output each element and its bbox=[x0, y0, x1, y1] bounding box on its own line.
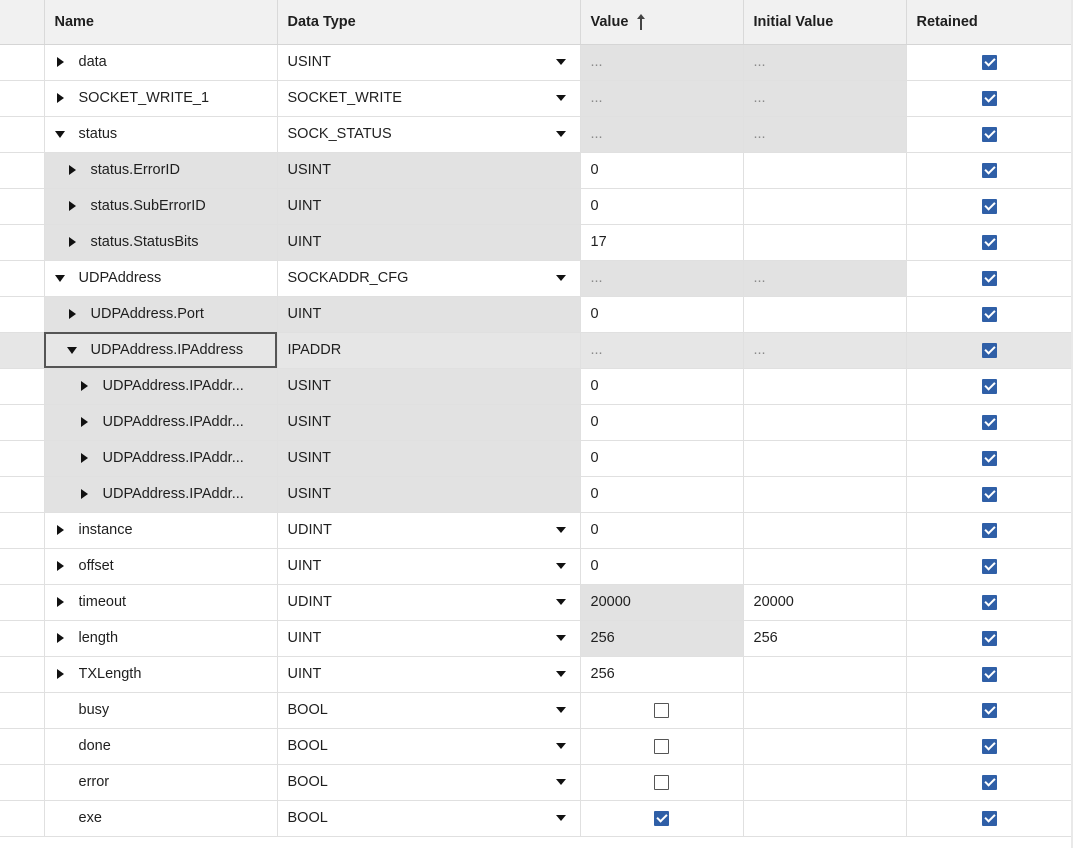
data-type-value: UINT bbox=[287, 198, 322, 214]
retained-cell bbox=[906, 548, 1073, 584]
initial-value-text: ... bbox=[753, 54, 766, 70]
expand-arrow-icon[interactable] bbox=[67, 237, 77, 247]
expand-arrow-icon[interactable] bbox=[55, 93, 65, 103]
retained-checkbox[interactable] bbox=[982, 379, 997, 394]
row-selector[interactable] bbox=[0, 656, 44, 692]
value-text: ... bbox=[590, 270, 603, 286]
row-selector[interactable] bbox=[0, 332, 44, 368]
initial-value-cell[interactable] bbox=[743, 692, 906, 728]
expand-arrow-icon[interactable] bbox=[67, 201, 77, 211]
initial-value-cell[interactable] bbox=[743, 260, 906, 296]
retained-checkbox[interactable] bbox=[982, 199, 997, 214]
value-cell[interactable] bbox=[580, 656, 743, 692]
table-row[interactable] bbox=[0, 224, 1073, 260]
table-row[interactable] bbox=[0, 188, 1073, 224]
name-cell bbox=[44, 548, 277, 584]
initial-value-cell[interactable] bbox=[743, 152, 906, 188]
data-type-value: USINT bbox=[287, 450, 331, 466]
variable-name[interactable]: SOCKET_WRITE_1 bbox=[78, 90, 210, 106]
variable-name: UDPAddress.IPAddr... bbox=[102, 414, 244, 430]
initial-value-text[interactable]: 20000 bbox=[753, 594, 794, 610]
row-selector[interactable] bbox=[0, 368, 44, 404]
expand-arrow-icon[interactable] bbox=[79, 381, 89, 391]
value-text[interactable]: 0 bbox=[590, 198, 599, 214]
column-header-value-label: Value bbox=[590, 13, 629, 30]
data-type-value: UDINT bbox=[287, 522, 332, 538]
retained-cell bbox=[906, 584, 1073, 620]
data-type-value: BOOL bbox=[287, 738, 328, 754]
table-row[interactable] bbox=[0, 512, 1073, 548]
value-cell[interactable] bbox=[580, 80, 743, 116]
data-type-cell[interactable] bbox=[277, 116, 580, 152]
initial-value-cell[interactable] bbox=[743, 80, 906, 116]
retained-cell bbox=[906, 620, 1073, 656]
table-row[interactable] bbox=[0, 404, 1073, 440]
row-selector[interactable] bbox=[0, 584, 44, 620]
retained-cell bbox=[906, 692, 1073, 728]
retained-cell bbox=[906, 440, 1073, 476]
variable-name[interactable]: done bbox=[78, 738, 111, 754]
dropdown-caret-icon[interactable] bbox=[556, 59, 566, 65]
name-cell bbox=[44, 584, 277, 620]
row-selector[interactable] bbox=[0, 764, 44, 800]
initial-value-text: ... bbox=[753, 90, 766, 106]
retained-checkbox[interactable] bbox=[982, 271, 997, 286]
value-cell[interactable] bbox=[580, 548, 743, 584]
data-type-value: SOCK_STATUS bbox=[287, 126, 392, 142]
expand-arrow-icon[interactable] bbox=[79, 417, 89, 427]
retained-checkbox[interactable] bbox=[982, 739, 997, 754]
table-row[interactable] bbox=[0, 260, 1073, 296]
variable-name[interactable]: busy bbox=[78, 702, 110, 718]
data-type-cell[interactable] bbox=[277, 44, 580, 80]
variable-name[interactable]: instance bbox=[78, 522, 133, 538]
value-text: ... bbox=[590, 126, 603, 142]
expand-arrow-icon[interactable] bbox=[55, 525, 65, 535]
initial-value-text: ... bbox=[753, 270, 766, 286]
row-selector[interactable] bbox=[0, 260, 44, 296]
dropdown-caret-icon[interactable] bbox=[556, 563, 566, 569]
table-row[interactable] bbox=[0, 728, 1073, 764]
retained-cell bbox=[906, 116, 1073, 152]
retained-checkbox[interactable] bbox=[982, 163, 997, 178]
data-type-cell[interactable] bbox=[277, 80, 580, 116]
row-selector[interactable] bbox=[0, 440, 44, 476]
table-row[interactable] bbox=[0, 368, 1073, 404]
dropdown-caret-icon[interactable] bbox=[556, 779, 566, 785]
table-row[interactable] bbox=[0, 800, 1073, 836]
initial-value-cell[interactable] bbox=[743, 728, 906, 764]
value-text: ... bbox=[590, 90, 603, 106]
retained-cell bbox=[906, 764, 1073, 800]
variable-name: UDPAddress.IPAddr... bbox=[102, 378, 244, 394]
data-type-value: USINT bbox=[287, 54, 331, 70]
initial-value-cell[interactable] bbox=[743, 224, 906, 260]
table-row[interactable] bbox=[0, 80, 1073, 116]
variable-name[interactable]: TXLength bbox=[78, 666, 142, 682]
dropdown-caret-icon[interactable] bbox=[556, 527, 566, 533]
dropdown-caret-icon[interactable] bbox=[556, 599, 566, 605]
variable-name[interactable]: UDPAddress.IPAddress bbox=[90, 342, 244, 358]
initial-value-cell[interactable] bbox=[743, 368, 906, 404]
data-type-cell[interactable] bbox=[277, 692, 580, 728]
data-type-value: BOOL bbox=[287, 774, 328, 790]
name-cell bbox=[44, 620, 277, 656]
table-row[interactable] bbox=[0, 620, 1073, 656]
row-selector[interactable] bbox=[0, 296, 44, 332]
retained-checkbox[interactable] bbox=[982, 307, 997, 322]
initial-value-cell[interactable] bbox=[743, 548, 906, 584]
variable-name: UDPAddress.IPAddr... bbox=[102, 486, 244, 502]
row-selector[interactable] bbox=[0, 152, 44, 188]
name-cell bbox=[44, 800, 277, 836]
value-text[interactable]: 0 bbox=[590, 558, 599, 574]
expand-arrow-icon[interactable] bbox=[67, 165, 77, 175]
initial-value-cell[interactable] bbox=[743, 584, 906, 620]
data-type-cell bbox=[277, 296, 580, 332]
initial-value-cell[interactable] bbox=[743, 764, 906, 800]
value-checkbox[interactable] bbox=[654, 703, 669, 718]
initial-value-cell[interactable] bbox=[743, 656, 906, 692]
data-type-value: UINT bbox=[287, 666, 322, 682]
retained-cell bbox=[906, 512, 1073, 548]
value-text[interactable]: 0 bbox=[590, 450, 599, 466]
name-cell-focused bbox=[44, 332, 277, 368]
value-text: ... bbox=[590, 342, 603, 358]
row-selector[interactable] bbox=[0, 188, 44, 224]
header-selector[interactable] bbox=[0, 0, 44, 44]
collapse-arrow-icon[interactable] bbox=[55, 273, 65, 283]
expand-arrow-icon[interactable] bbox=[67, 309, 77, 319]
name-cell bbox=[44, 80, 277, 116]
data-type-cell bbox=[277, 440, 580, 476]
data-type-cell[interactable] bbox=[277, 584, 580, 620]
expand-arrow-icon[interactable] bbox=[79, 453, 89, 463]
row-selector[interactable] bbox=[0, 548, 44, 584]
data-type-value: BOOL bbox=[287, 810, 328, 826]
name-cell bbox=[44, 440, 277, 476]
value-text[interactable]: 256 bbox=[590, 666, 615, 682]
data-type-cell bbox=[277, 404, 580, 440]
variable-name[interactable]: offset bbox=[78, 558, 114, 574]
value-cell[interactable] bbox=[580, 116, 743, 152]
retained-cell bbox=[906, 296, 1073, 332]
data-type-cell[interactable] bbox=[277, 800, 580, 836]
value-cell[interactable] bbox=[580, 152, 743, 188]
retained-checkbox[interactable] bbox=[982, 595, 997, 610]
value-text[interactable]: 0 bbox=[590, 378, 599, 394]
data-type-value: UDINT bbox=[287, 594, 332, 610]
column-header-name[interactable]: Name bbox=[44, 0, 277, 44]
value-cell[interactable] bbox=[580, 296, 743, 332]
name-cell bbox=[44, 764, 277, 800]
dropdown-caret-icon[interactable] bbox=[556, 635, 566, 641]
table-row[interactable] bbox=[0, 548, 1073, 584]
initial-value-cell[interactable] bbox=[743, 440, 906, 476]
value-checkbox[interactable] bbox=[654, 775, 669, 790]
data-type-value: UINT bbox=[287, 234, 322, 250]
retained-checkbox[interactable] bbox=[982, 703, 997, 718]
data-type-cell bbox=[277, 368, 580, 404]
data-type-value: UINT bbox=[287, 306, 322, 322]
row-selector[interactable] bbox=[0, 692, 44, 728]
collapse-arrow-icon[interactable] bbox=[55, 129, 65, 139]
value-cell bbox=[580, 800, 743, 836]
retained-checkbox[interactable] bbox=[982, 343, 997, 358]
variable-name[interactable]: status bbox=[78, 126, 118, 142]
table-row[interactable] bbox=[0, 692, 1073, 728]
value-cell[interactable] bbox=[580, 512, 743, 548]
data-type-cell[interactable] bbox=[277, 728, 580, 764]
name-cell bbox=[44, 656, 277, 692]
variable-name[interactable]: error bbox=[78, 774, 110, 790]
value-cell bbox=[580, 728, 743, 764]
row-selector[interactable] bbox=[0, 800, 44, 836]
variable-name[interactable]: exe bbox=[78, 810, 102, 826]
initial-value-text[interactable]: 256 bbox=[753, 630, 778, 646]
name-cell bbox=[44, 404, 277, 440]
column-header-initial-value[interactable]: Initial Value bbox=[743, 0, 906, 44]
value-text[interactable]: 17 bbox=[590, 234, 607, 250]
retained-cell bbox=[906, 260, 1073, 296]
retained-cell bbox=[906, 44, 1073, 80]
retained-checkbox[interactable] bbox=[982, 451, 997, 466]
name-cell bbox=[44, 728, 277, 764]
value-cell[interactable] bbox=[580, 260, 743, 296]
row-selector[interactable] bbox=[0, 116, 44, 152]
retained-checkbox[interactable] bbox=[982, 775, 997, 790]
column-header-retained[interactable]: Retained bbox=[906, 0, 1073, 44]
header-row bbox=[0, 0, 1073, 44]
value-cell bbox=[580, 764, 743, 800]
dropdown-caret-icon[interactable] bbox=[556, 707, 566, 713]
column-header-value[interactable] bbox=[580, 0, 743, 44]
data-type-value: SOCKADDR_CFG bbox=[287, 270, 409, 286]
data-type-value: BOOL bbox=[287, 702, 328, 718]
initial-value-cell[interactable] bbox=[743, 332, 906, 368]
data-type-cell bbox=[277, 332, 580, 368]
value-cell[interactable] bbox=[580, 440, 743, 476]
value-cell[interactable] bbox=[580, 476, 743, 512]
variable-name: status.SubErrorID bbox=[90, 198, 206, 214]
retained-checkbox[interactable] bbox=[982, 811, 997, 826]
retained-checkbox[interactable] bbox=[982, 55, 997, 70]
row-selector[interactable] bbox=[0, 44, 44, 80]
dropdown-caret-icon[interactable] bbox=[556, 131, 566, 137]
expand-arrow-icon[interactable] bbox=[55, 633, 65, 643]
value-text: 20000 bbox=[590, 594, 631, 610]
data-type-cell[interactable] bbox=[277, 512, 580, 548]
data-type-value: UINT bbox=[287, 558, 322, 574]
name-cell bbox=[44, 692, 277, 728]
value-cell[interactable] bbox=[580, 404, 743, 440]
value-text[interactable]: 0 bbox=[590, 306, 599, 322]
initial-value-cell[interactable] bbox=[743, 476, 906, 512]
value-cell[interactable] bbox=[580, 44, 743, 80]
initial-value-cell[interactable] bbox=[743, 44, 906, 80]
value-text[interactable]: 0 bbox=[590, 522, 599, 538]
name-cell bbox=[44, 152, 277, 188]
expand-arrow-icon[interactable] bbox=[55, 669, 65, 679]
variable-name: status.StatusBits bbox=[90, 234, 199, 250]
table-row[interactable] bbox=[0, 584, 1073, 620]
table-row[interactable] bbox=[0, 152, 1073, 188]
data-type-cell bbox=[277, 188, 580, 224]
variable-name[interactable]: timeout bbox=[78, 594, 127, 610]
retained-cell bbox=[906, 224, 1073, 260]
dropdown-caret-icon[interactable] bbox=[556, 95, 566, 101]
retained-cell bbox=[906, 80, 1073, 116]
value-text[interactable]: 0 bbox=[590, 486, 599, 502]
data-type-value: USINT bbox=[287, 162, 331, 178]
variable-name[interactable]: UDPAddress bbox=[78, 270, 162, 286]
value-text: 256 bbox=[590, 630, 615, 646]
retained-cell bbox=[906, 800, 1073, 836]
data-type-cell bbox=[277, 152, 580, 188]
retained-checkbox[interactable] bbox=[982, 559, 997, 574]
variable-name: UDPAddress.IPAddr... bbox=[102, 450, 244, 466]
data-type-value: USINT bbox=[287, 378, 331, 394]
data-type-cell[interactable] bbox=[277, 620, 580, 656]
retained-checkbox[interactable] bbox=[982, 415, 997, 430]
dropdown-caret-icon[interactable] bbox=[556, 815, 566, 821]
name-cell bbox=[44, 260, 277, 296]
row-selector[interactable] bbox=[0, 404, 44, 440]
initial-value-cell[interactable] bbox=[743, 188, 906, 224]
retained-checkbox[interactable] bbox=[982, 631, 997, 646]
retained-cell bbox=[906, 404, 1073, 440]
value-checkbox[interactable] bbox=[654, 811, 669, 826]
table-row[interactable] bbox=[0, 656, 1073, 692]
value-text[interactable]: 0 bbox=[590, 414, 599, 430]
name-cell bbox=[44, 512, 277, 548]
data-type-value: UINT bbox=[287, 630, 322, 646]
table-row-selected[interactable] bbox=[0, 332, 1073, 368]
initial-value-cell[interactable] bbox=[743, 800, 906, 836]
value-cell[interactable] bbox=[580, 188, 743, 224]
retained-checkbox[interactable] bbox=[982, 91, 997, 106]
retained-checkbox[interactable] bbox=[982, 523, 997, 538]
retained-cell bbox=[906, 368, 1073, 404]
initial-value-text: ... bbox=[753, 342, 766, 358]
value-checkbox[interactable] bbox=[654, 739, 669, 754]
initial-value-cell[interactable] bbox=[743, 620, 906, 656]
data-type-cell bbox=[277, 476, 580, 512]
data-type-cell[interactable] bbox=[277, 260, 580, 296]
variable-name: status.ErrorID bbox=[90, 162, 180, 178]
retained-checkbox[interactable] bbox=[982, 235, 997, 250]
table-row[interactable] bbox=[0, 116, 1073, 152]
name-cell bbox=[44, 296, 277, 332]
variable-name: UDPAddress.Port bbox=[90, 306, 204, 322]
initial-value-cell[interactable] bbox=[743, 116, 906, 152]
data-type-value: SOCKET_WRITE bbox=[287, 90, 402, 106]
value-cell[interactable] bbox=[580, 368, 743, 404]
data-type-cell[interactable] bbox=[277, 764, 580, 800]
data-type-cell[interactable] bbox=[277, 656, 580, 692]
dropdown-caret-icon[interactable] bbox=[556, 743, 566, 749]
retained-cell bbox=[906, 332, 1073, 368]
variable-name[interactable]: data bbox=[78, 54, 107, 70]
row-selector[interactable] bbox=[0, 80, 44, 116]
sort-ascending-icon bbox=[636, 14, 646, 30]
name-cell bbox=[44, 116, 277, 152]
value-text[interactable]: 0 bbox=[590, 162, 599, 178]
initial-value-cell[interactable] bbox=[743, 404, 906, 440]
row-selector[interactable] bbox=[0, 728, 44, 764]
row-selector[interactable] bbox=[0, 620, 44, 656]
name-cell bbox=[44, 44, 277, 80]
retained-checkbox[interactable] bbox=[982, 487, 997, 502]
data-type-value: IPADDR bbox=[287, 342, 342, 358]
table-row[interactable] bbox=[0, 44, 1073, 80]
value-text: ... bbox=[590, 54, 603, 70]
value-cell[interactable] bbox=[580, 584, 743, 620]
table-row[interactable] bbox=[0, 476, 1073, 512]
initial-value-cell[interactable] bbox=[743, 296, 906, 332]
name-cell bbox=[44, 188, 277, 224]
value-cell bbox=[580, 692, 743, 728]
variable-name[interactable]: length bbox=[78, 630, 119, 646]
row-selector[interactable] bbox=[0, 476, 44, 512]
retained-cell bbox=[906, 152, 1073, 188]
retained-cell bbox=[906, 476, 1073, 512]
retained-cell bbox=[906, 728, 1073, 764]
expand-arrow-icon[interactable] bbox=[55, 597, 65, 607]
table-row[interactable] bbox=[0, 296, 1073, 332]
row-selector[interactable] bbox=[0, 224, 44, 260]
initial-value-text: ... bbox=[753, 126, 766, 142]
name-cell bbox=[44, 368, 277, 404]
expand-arrow-icon[interactable] bbox=[55, 57, 65, 67]
expand-arrow-icon[interactable] bbox=[79, 489, 89, 499]
data-type-value: USINT bbox=[287, 414, 331, 430]
name-cell bbox=[44, 224, 277, 260]
expand-arrow-icon[interactable] bbox=[55, 561, 65, 571]
dropdown-caret-icon[interactable] bbox=[556, 671, 566, 677]
value-cell[interactable] bbox=[580, 332, 743, 368]
table-row[interactable] bbox=[0, 440, 1073, 476]
value-cell[interactable] bbox=[580, 620, 743, 656]
dropdown-caret-icon[interactable] bbox=[556, 275, 566, 281]
name-cell bbox=[44, 476, 277, 512]
retained-checkbox[interactable] bbox=[982, 667, 997, 682]
retained-cell bbox=[906, 188, 1073, 224]
initial-value-cell[interactable] bbox=[743, 512, 906, 548]
collapse-arrow-icon[interactable] bbox=[67, 345, 77, 355]
column-header-data-type[interactable]: Data Type bbox=[277, 0, 580, 44]
data-type-cell bbox=[277, 224, 580, 260]
value-cell[interactable] bbox=[580, 224, 743, 260]
table-row[interactable] bbox=[0, 764, 1073, 800]
retained-cell bbox=[906, 656, 1073, 692]
data-type-cell[interactable] bbox=[277, 548, 580, 584]
row-selector[interactable] bbox=[0, 512, 44, 548]
data-type-value: USINT bbox=[287, 486, 331, 502]
retained-checkbox[interactable] bbox=[982, 127, 997, 142]
